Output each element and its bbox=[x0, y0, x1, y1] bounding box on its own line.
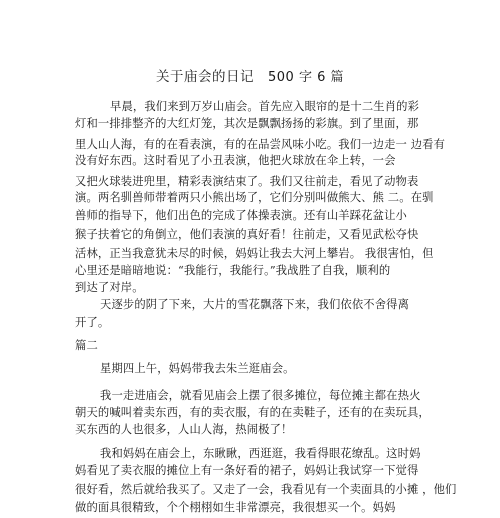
paragraph-line: 做的面具很精致，个个栩栩如生非常漂亮，我很想买一个。妈妈 bbox=[75, 501, 396, 514]
paragraph-line: 心里还是暗暗地说：“我能行，我能行。”我战胜了自我，顺利的 bbox=[75, 264, 391, 277]
paragraph-line: 又把火球装进兜里，精彩表演结束了。我们又往前走，看见了动物表 bbox=[75, 175, 419, 188]
paragraph-line: 买东西的人也很多，人山人海，热闹极了！ bbox=[75, 423, 293, 436]
paragraph-line: 妈看见了卖衣服的摊位上有一条好看的裙子，妈妈让我试穿一下觉得 bbox=[75, 464, 419, 477]
title-text: 关于庙会的日记 bbox=[156, 69, 254, 85]
document-title bbox=[0, 65, 500, 85]
paragraph-line: 兽师的指导下，他们出色的完成了体操表演。还有山羊踩花盆让小 bbox=[75, 209, 407, 222]
paragraph-line: 朝天的喊叫着卖东西，有的卖衣服，有的在卖鞋子，还有的在卖玩具， bbox=[75, 406, 430, 419]
paragraph-line: 我和妈妈在庙会上，东瞅瞅，西逛逛，我看得眼花缭乱。这时妈 bbox=[100, 447, 421, 460]
paragraph-line: 到达了对岸。 bbox=[75, 281, 144, 294]
paragraph-line: 没有好东西。这时看见了小丑表演，他把火球放在伞上转，一会 bbox=[75, 154, 396, 167]
paragraph-line: 很好看，然后就给我买了。又走了一会，我看见有一个卖面具的小摊 ，他们 bbox=[75, 483, 457, 496]
paragraph-line: 早晨，我们来到万岁山庙会。首先应入眼帘的是十二生肖的彩 bbox=[110, 100, 420, 113]
paragraph-line: 猴子扶着它的角倒立，他们表演的真好看！往前走，又看见武松夺快 bbox=[75, 228, 419, 241]
paragraph-line: 演。两名驯兽师带着两只小熊出场了，它们分别叫做熊大、熊 二。在驯 bbox=[75, 191, 434, 204]
paragraph-line: 星期四上午，妈妈带我去朱兰逛庙会。 bbox=[100, 362, 295, 375]
paragraph-line: 我一走进庙会，就看见庙会上摆了很多摊位，每位摊主都在热火 bbox=[100, 389, 421, 402]
paragraph-line: 开了。 bbox=[75, 316, 110, 329]
paragraph-line: 灯和一排排整齐的大红灯笼，其次是飘飘扬扬的彩旗。到了里面，那 bbox=[75, 117, 419, 130]
paragraph-line: 活林，正当我意犹未尽的时候，妈妈让我去大河上攀岩。 我很害怕，但 bbox=[75, 247, 434, 260]
title-count: 500 字 6 篇 bbox=[268, 70, 344, 85]
paragraph-line: 里人山人海，有的在看表演，有的在品尝风味小吃。我们一边走一 边看有 bbox=[75, 138, 446, 151]
section-heading: 篇二 bbox=[75, 339, 98, 352]
paragraph-line: 天逐步的阴了下来，大片的雪花飘落下来，我们依依不舍得离 bbox=[100, 298, 410, 311]
